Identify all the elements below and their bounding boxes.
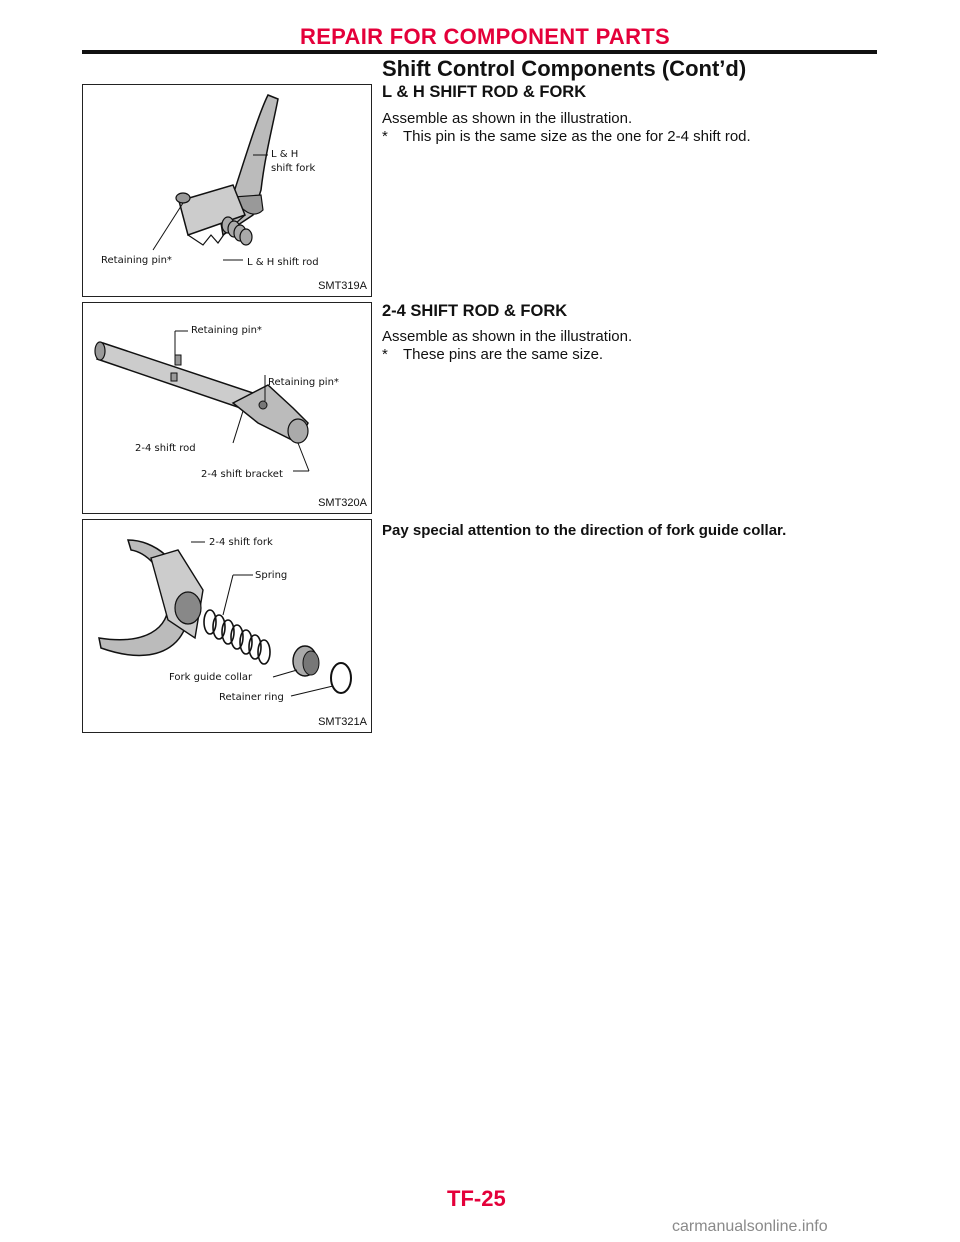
section-heading: L & H SHIFT ROD & FORK [382, 83, 587, 101]
lh-shift-fork-illustration [83, 85, 371, 296]
figure-label: Retaining pin* [191, 325, 262, 336]
figure-label: Retainer ring [219, 692, 284, 703]
figure-label: 2-4 shift bracket [201, 469, 283, 480]
section-note [382, 346, 603, 363]
figure-label: shift fork [271, 163, 316, 174]
figure-label: Spring [255, 570, 288, 581]
section-heading: 2-4 SHIFT ROD & FORK [382, 302, 568, 320]
watermark: carmanualsonline.info [672, 1218, 828, 1235]
figure-2-4-shift-fork-assembly [82, 519, 372, 733]
section-text: Assemble as shown in the illustration. [382, 328, 633, 345]
figure-label: Retaining pin* [268, 377, 339, 388]
figure-label: Fork guide collar [169, 672, 253, 683]
section-title: REPAIR FOR COMPONENT PARTS [300, 24, 670, 49]
page-subtitle: Shift Control Components (Cont’d) [382, 56, 747, 81]
header-rule [82, 50, 877, 54]
fork-guide-collar-illustration [83, 520, 371, 732]
note-text: These pins are the same size. [403, 346, 604, 363]
figure-code: SMT321A [318, 716, 367, 728]
figure-label: 2-4 shift rod [135, 443, 196, 454]
figure-label: 2-4 shift fork [209, 537, 273, 548]
note-mark: * [382, 128, 388, 145]
figure-label: L & H [271, 149, 299, 160]
page-number: TF-25 [447, 1186, 506, 1211]
note-mark: * [382, 346, 388, 363]
figure-code: SMT319A [318, 280, 367, 292]
section-note [382, 128, 751, 145]
figure-label: Retaining pin* [101, 255, 172, 266]
figure-2-4-shift-rod-fork [82, 302, 372, 514]
figure-label: L & H shift rod [247, 257, 319, 268]
note-text: This pin is the same size as the one for 2-4 shift rod. [403, 128, 751, 145]
attention-note: Pay special attention to the direction of fork guide collar. [382, 522, 787, 539]
figure-lh-shift-rod-fork [82, 84, 372, 297]
shift-rod-illustration [83, 303, 371, 513]
figure-code: SMT320A [318, 497, 367, 509]
section-text: Assemble as shown in the illustration. [382, 110, 633, 127]
